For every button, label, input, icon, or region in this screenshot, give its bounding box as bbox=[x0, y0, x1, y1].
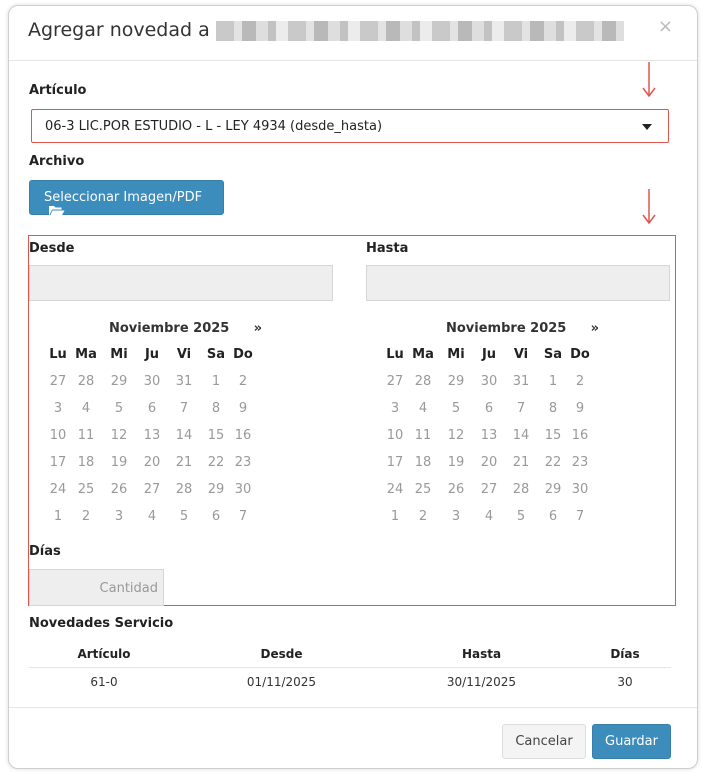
calendar-day[interactable]: 26 bbox=[110, 482, 128, 497]
calendar-day[interactable]: 19 bbox=[447, 455, 465, 470]
calendar-day[interactable]: 22 bbox=[544, 455, 562, 470]
calendar-day[interactable]: 5 bbox=[179, 509, 189, 524]
calendar-day[interactable]: 29 bbox=[544, 482, 562, 497]
dias-cantidad-input[interactable] bbox=[29, 569, 164, 606]
redacted-employee-name bbox=[216, 21, 624, 41]
calendar-day[interactable]: 15 bbox=[207, 428, 225, 443]
calendar-next-button[interactable]: » bbox=[253, 321, 262, 336]
calendar-day[interactable]: 7 bbox=[179, 401, 189, 416]
modal-footer-divider bbox=[9, 707, 697, 708]
calendar-day[interactable]: 4 bbox=[147, 509, 157, 524]
calendar-day[interactable]: 8 bbox=[548, 401, 558, 416]
table-header-row bbox=[29, 643, 671, 668]
calendar-day[interactable]: 27 bbox=[143, 482, 161, 497]
calendar-day[interactable]: 1 bbox=[548, 374, 558, 389]
calendar-day[interactable]: 28 bbox=[77, 374, 95, 389]
calendar-day[interactable]: 8 bbox=[211, 401, 221, 416]
calendar-day[interactable]: 7 bbox=[238, 509, 248, 524]
articulo-select[interactable] bbox=[31, 109, 669, 143]
calendar-day[interactable]: 2 bbox=[81, 509, 91, 524]
calendar-day[interactable]: 6 bbox=[484, 401, 494, 416]
save-button[interactable]: Guardar bbox=[592, 724, 671, 759]
calendar-day[interactable]: 2 bbox=[418, 509, 428, 524]
calendar-day[interactable]: 9 bbox=[238, 401, 248, 416]
table-cell: 61-0 bbox=[90, 675, 118, 689]
calendar-day[interactable]: 13 bbox=[480, 428, 498, 443]
close-icon[interactable]: × bbox=[657, 16, 673, 37]
folder-open-icon bbox=[48, 205, 65, 218]
calendar-month: Noviembre 2025 bbox=[446, 321, 567, 336]
calendar-day[interactable]: 17 bbox=[386, 455, 404, 470]
column-header: Hasta bbox=[384, 643, 579, 668]
modal-header bbox=[9, 6, 697, 61]
calendar-day[interactable]: 3 bbox=[114, 509, 124, 524]
calendar-day[interactable]: 1 bbox=[211, 374, 221, 389]
calendar-day[interactable]: 19 bbox=[110, 455, 128, 470]
weekday-label: Lu bbox=[49, 347, 67, 362]
calendar-day[interactable]: 23 bbox=[571, 455, 589, 470]
caret-down-icon bbox=[642, 124, 652, 130]
calendar-day[interactable]: 27 bbox=[480, 482, 498, 497]
calendar-day[interactable]: 5 bbox=[114, 401, 124, 416]
calendar-day[interactable]: 3 bbox=[53, 401, 63, 416]
calendar-day[interactable]: 28 bbox=[175, 482, 193, 497]
column-header: Días bbox=[579, 643, 671, 668]
table-cell: 01/11/2025 bbox=[246, 675, 317, 689]
calendar-header bbox=[47, 318, 262, 338]
calendar-day[interactable]: 16 bbox=[234, 428, 252, 443]
cantidad-placeholder: Cantidad bbox=[99, 581, 158, 596]
calendar-day[interactable]: 25 bbox=[414, 482, 432, 497]
calendar-day[interactable]: 28 bbox=[512, 482, 530, 497]
calendar-day[interactable]: 6 bbox=[147, 401, 157, 416]
weekday-label: Ju bbox=[144, 347, 160, 362]
calendar-day[interactable]: 10 bbox=[386, 428, 404, 443]
calendar-day[interactable]: 20 bbox=[143, 455, 161, 470]
weekday-label: Lu bbox=[386, 347, 404, 362]
select-file-button[interactable] bbox=[29, 180, 224, 215]
articulo-selected-value: 06-3 LIC.POR ESTUDIO - L - LEY 4934 (desde_hasta) bbox=[45, 119, 383, 134]
calendar-day[interactable]: 14 bbox=[512, 428, 530, 443]
calendar-day[interactable]: 25 bbox=[77, 482, 95, 497]
column-header: Desde bbox=[179, 643, 384, 668]
calendar-day[interactable]: 9 bbox=[575, 401, 585, 416]
modal-title bbox=[28, 19, 624, 41]
calendar-day[interactable]: 29 bbox=[447, 374, 465, 389]
table-row bbox=[29, 668, 671, 697]
calendar-day[interactable]: 20 bbox=[480, 455, 498, 470]
weekday-label: Sa bbox=[543, 347, 563, 362]
calendar-day[interactable]: 11 bbox=[77, 428, 95, 443]
desde-input[interactable] bbox=[29, 265, 333, 301]
calendar-day[interactable]: 18 bbox=[414, 455, 432, 470]
weekday-label: Sa bbox=[206, 347, 226, 362]
calendar-day[interactable]: 31 bbox=[175, 374, 193, 389]
calendar-day[interactable]: 7 bbox=[516, 401, 526, 416]
calendar-day[interactable]: 22 bbox=[207, 455, 225, 470]
calendar-day[interactable]: 17 bbox=[49, 455, 67, 470]
calendar-day[interactable]: 13 bbox=[143, 428, 161, 443]
novedades-table bbox=[29, 643, 671, 696]
calendar-day[interactable]: 11 bbox=[414, 428, 432, 443]
calendar-day[interactable]: 30 bbox=[480, 374, 498, 389]
calendar-day[interactable]: 3 bbox=[451, 509, 461, 524]
calendar-day[interactable]: 27 bbox=[49, 374, 67, 389]
calendar-day[interactable]: 4 bbox=[484, 509, 494, 524]
weekday-label: Vi bbox=[513, 347, 529, 362]
arrow-down-icon bbox=[641, 189, 657, 227]
calendar-day[interactable]: 30 bbox=[571, 482, 589, 497]
calendar-day[interactable]: 5 bbox=[516, 509, 526, 524]
calendar-day[interactable]: 2 bbox=[238, 374, 248, 389]
calendar-day[interactable]: 24 bbox=[49, 482, 67, 497]
calendar-day[interactable]: 1 bbox=[390, 509, 400, 524]
calendar-day[interactable]: 23 bbox=[234, 455, 252, 470]
table-cell: 30 bbox=[617, 675, 633, 689]
column-header: Artículo bbox=[29, 643, 179, 668]
calendar-day[interactable]: 6 bbox=[548, 509, 558, 524]
calendar-day[interactable]: 30 bbox=[234, 482, 252, 497]
calendar-day[interactable]: 28 bbox=[414, 374, 432, 389]
calendar-day[interactable]: 21 bbox=[512, 455, 530, 470]
calendar-month: Noviembre 2025 bbox=[109, 321, 230, 336]
weekday-label: Ma bbox=[412, 347, 434, 362]
articulo-label: Artículo bbox=[29, 83, 87, 98]
calendar-day[interactable]: 5 bbox=[451, 401, 461, 416]
calendar-next-button[interactable]: » bbox=[590, 321, 599, 336]
arrow-down-icon bbox=[641, 62, 657, 100]
calendar-day[interactable]: 26 bbox=[447, 482, 465, 497]
calendar-day[interactable]: 3 bbox=[390, 401, 400, 416]
calendar-day[interactable]: 31 bbox=[512, 374, 530, 389]
calendar-day[interactable]: 15 bbox=[544, 428, 562, 443]
calendar-day[interactable]: 16 bbox=[571, 428, 589, 443]
calendar-day[interactable]: 14 bbox=[175, 428, 193, 443]
dias-label: Días bbox=[29, 544, 61, 559]
calendar-day[interactable]: 18 bbox=[77, 455, 95, 470]
agregar-novedad-modal bbox=[8, 5, 698, 769]
modal-title-text: Agregar novedad a bbox=[28, 19, 210, 41]
calendar-day[interactable]: 1 bbox=[53, 509, 63, 524]
weekday-label: Do bbox=[570, 347, 590, 362]
weekday-label: Mi bbox=[447, 347, 465, 362]
calendar-day[interactable]: 29 bbox=[110, 374, 128, 389]
calendar-day[interactable]: 30 bbox=[143, 374, 161, 389]
calendar-day[interactable]: 10 bbox=[49, 428, 67, 443]
calendar-day[interactable]: 27 bbox=[386, 374, 404, 389]
weekday-label: Ju bbox=[481, 347, 497, 362]
calendar-day[interactable]: 29 bbox=[207, 482, 225, 497]
calendar-day[interactable]: 7 bbox=[575, 509, 585, 524]
select-file-label: Seleccionar Imagen/PDF bbox=[44, 190, 203, 205]
table-cell: 30/11/2025 bbox=[446, 675, 517, 689]
hasta-label: Hasta bbox=[366, 241, 409, 256]
hasta-input[interactable] bbox=[366, 265, 670, 301]
calendar-day[interactable]: 4 bbox=[418, 401, 428, 416]
novedades-title: Novedades Servicio bbox=[29, 616, 174, 631]
calendar-day[interactable]: 6 bbox=[211, 509, 221, 524]
cancel-button[interactable]: Cancelar bbox=[502, 724, 586, 759]
calendar-day[interactable]: 2 bbox=[575, 374, 585, 389]
desde-label: Desde bbox=[29, 241, 75, 256]
weekday-label: Do bbox=[233, 347, 253, 362]
calendar-day[interactable]: 24 bbox=[386, 482, 404, 497]
weekday-label: Vi bbox=[176, 347, 192, 362]
calendar-day[interactable]: 12 bbox=[447, 428, 465, 443]
calendar-day[interactable]: 12 bbox=[110, 428, 128, 443]
calendar-day[interactable]: 4 bbox=[81, 401, 91, 416]
calendar-day[interactable]: 21 bbox=[175, 455, 193, 470]
archivo-label: Archivo bbox=[29, 154, 85, 169]
weekday-label: Mi bbox=[110, 347, 128, 362]
calendar-header bbox=[384, 318, 599, 338]
weekday-label: Ma bbox=[75, 347, 97, 362]
